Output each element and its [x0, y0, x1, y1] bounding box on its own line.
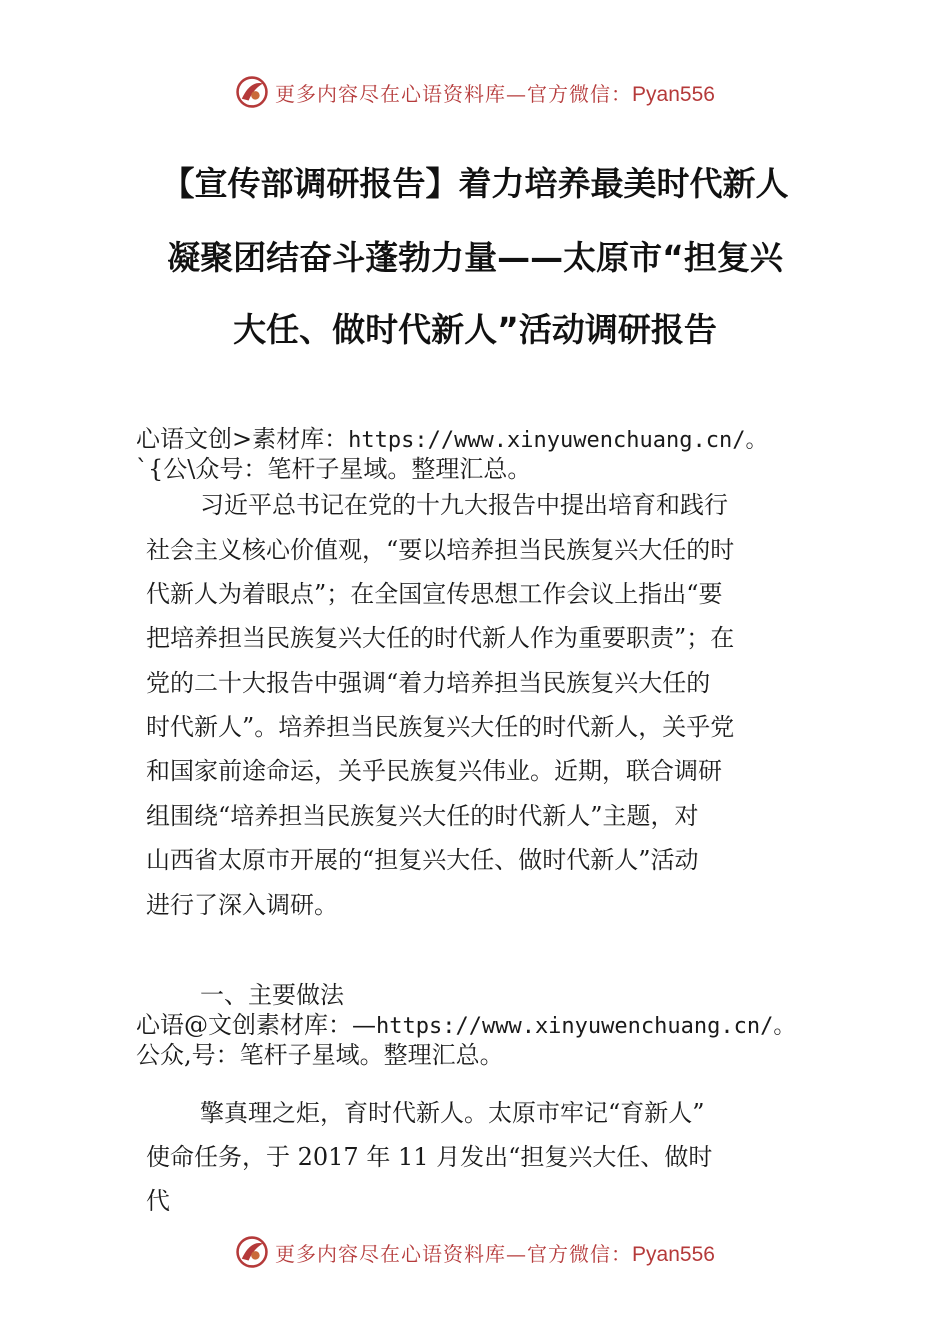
footer-banner-text: 更多内容尽在心语资料库—官方微信：Pyan556 [275, 1241, 715, 1266]
title-line-1: 【宣传部调研报告】着力培养最美时代新人 [161, 164, 789, 203]
title-line-3: 大任、做时代新人”活动调研报告 [233, 310, 717, 349]
brand-logo-icon [235, 75, 269, 109]
paragraph-1-line: 习近平总书记在党的十九大报告中提出培育和践行 [200, 491, 728, 519]
brand-logo-icon [235, 1235, 269, 1269]
watermark-1-line-1: 心语文创>素材库：https://www.xinyuwenchuang.cn/。 [136, 425, 768, 453]
paragraph-1-line: 进行了深入调研。 [146, 891, 338, 919]
header-wechat-id: Pyan556 [632, 82, 715, 106]
watermark-2-line-1: 心语@文创素材库：—https://www.xinyuwenchuang.cn/。 [136, 1011, 796, 1039]
paragraph-1-line: 社会主义核心价值观，“要以培养担当民族复兴大任的时 [146, 536, 735, 564]
paragraph-1-line: 把培养担当民族复兴大任的时代新人作为重要职责”；在 [146, 624, 735, 652]
paragraph-2-line: 代 [146, 1187, 170, 1215]
paragraph-1-line: 山西省太原市开展的“担复兴大任、做时代新人”活动 [146, 846, 699, 874]
title-line-2: 凝聚团结奋斗蓬勃力量——太原市“担复兴 [167, 238, 783, 277]
paragraph-2-line: 使命任务，于 2017 年 11 月发出“担复兴大任、做时 [146, 1143, 713, 1171]
paragraph-1-line: 和国家前途命运，关乎民族复兴伟业。近期，联合调研 [146, 757, 722, 785]
paragraph-1-line: 党的二十大报告中强调“着力培养担当民族复兴大任的 [146, 669, 711, 697]
watermark-1-line-2: `{公\众号：笔杆子星域。整理汇总。 [136, 455, 532, 483]
header-banner-text: 更多内容尽在心语资料库—官方微信：Pyan556 [275, 81, 715, 106]
paragraph-1-line: 组围绕“培养担当民族复兴大任的时代新人”主题，对 [146, 802, 699, 830]
footer-wechat-id: Pyan556 [632, 1242, 715, 1266]
paragraph-2-line: 擎真理之炬，育时代新人。太原市牢记“育新人” [200, 1099, 705, 1127]
footer-banner [0, 1232, 950, 1272]
watermark-2-line-2: 公众,号：笔杆子星域。整理汇总。 [136, 1041, 504, 1069]
paragraph-1-line: 时代新人”。培养担当民族复兴大任的时代新人，关乎党 [146, 713, 735, 741]
paragraph-1-line: 代新人为着眼点”；在全国宣传思想工作会议上指出“要 [146, 580, 723, 608]
section-heading: 一、主要做法 [200, 981, 344, 1009]
header-banner [0, 72, 950, 112]
